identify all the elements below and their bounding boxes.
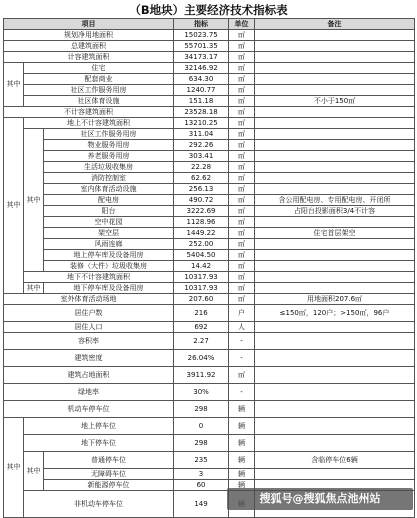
table-row: 机动车停车位 298 辆 bbox=[4, 401, 415, 418]
table-row: 消防控制室 62.62 ㎡ bbox=[4, 173, 415, 184]
table-row: 容积率 2.27 - bbox=[4, 333, 415, 350]
header-unit: 单位 bbox=[229, 19, 255, 30]
table-row: 阳台 3222.69 ㎡ 占阳台投影面积3/4不计容 bbox=[4, 206, 415, 217]
watermark: 搜狐号@搜狐焦点池州站 bbox=[227, 488, 413, 510]
table-row: 不计容建筑面积 23528.18 ㎡ bbox=[4, 107, 415, 118]
table-row: 装修（大件）垃圾收集房 14.42 ㎡ bbox=[4, 261, 415, 272]
table-row: 室外体育活动场地 207.60 ㎡ 用地面积207.6㎡ bbox=[4, 294, 415, 305]
table-row: 计容建筑面积 34173.17 ㎡ bbox=[4, 52, 415, 63]
table-row: 规划净用地面积 15023.75 ㎡ bbox=[4, 30, 415, 41]
table-row: 物业服务用房 292.26 ㎡ bbox=[4, 140, 415, 151]
group-label: 其中 bbox=[24, 129, 44, 272]
table-row: 建筑密度 26.04% - bbox=[4, 350, 415, 367]
table-row: 非机动车停车位 149 bbox=[4, 491, 415, 518]
table-title: （B地块）主要经济技术指标表 bbox=[129, 3, 288, 17]
table-row: 新能源停车位 60 辆 bbox=[4, 480, 415, 491]
table-row: 其中 社区工作服务用房 311.04 ㎡ bbox=[4, 129, 415, 140]
table-row: 其中 普通停车位 235 辆 含临停车位6辆 bbox=[4, 452, 415, 469]
table-row: 风雨连廊 252.00 ㎡ bbox=[4, 239, 415, 250]
indicator-table bbox=[3, 18, 415, 518]
group-label: 其中 bbox=[4, 418, 24, 518]
header-item: 项目 bbox=[4, 19, 174, 30]
table-row: 空中花园 1128.96 ㎡ bbox=[4, 217, 415, 228]
table-row: 地下不计容建筑面积 10317.93 ㎡ bbox=[4, 272, 415, 283]
header-index: 指标 bbox=[174, 19, 229, 30]
table-row: 其中 地上停车位 0 辆 bbox=[4, 418, 415, 435]
table-row: 社区工作服务用房 1240.77 ㎡ bbox=[4, 85, 415, 96]
table-row: 地上停车库及设备用房 5404.50 ㎡ bbox=[4, 250, 415, 261]
table-row: 架空层 1449.22 ㎡ 住宅首层架空 bbox=[4, 228, 415, 239]
table-row: 配电房 490.72 ㎡ 含公用配电房、专用配电房、开闭所 bbox=[4, 195, 415, 206]
table-row: 其中 住宅 32146.92 ㎡ bbox=[4, 63, 415, 74]
table-row: 建筑占地面积 3911.92 ㎡ bbox=[4, 367, 415, 384]
group-label: 其中 bbox=[24, 283, 44, 294]
table-row: 其中 地上不计容建筑面积 13210.25 ㎡ bbox=[4, 118, 415, 129]
table-row: 绿地率 30% - bbox=[4, 384, 415, 401]
table-header-row bbox=[4, 19, 415, 30]
table-row: 室内体育活动设施 256.13 ㎡ bbox=[4, 184, 415, 195]
table-row: 生活垃圾收集房 22.28 ㎡ bbox=[4, 162, 415, 173]
table-row: 总建筑面积 55701.35 ㎡ bbox=[4, 41, 415, 52]
table-row: 社区体育设施 151.18 ㎡ 不小于150㎡ bbox=[4, 96, 415, 107]
group-label: 其中 bbox=[4, 63, 24, 107]
table-row: 居住人口 692 人 bbox=[4, 322, 415, 333]
group-label: 其中 bbox=[4, 118, 24, 294]
table-row: 配套商业 634.30 ㎡ bbox=[4, 74, 415, 85]
table-row: 其中 地下停车库及设备用房 10317.93 ㎡ bbox=[4, 283, 415, 294]
group-label: 其中 bbox=[24, 452, 44, 491]
table-row: 居住户数 216 户 ≤150㎡，120户；>150㎡，96户 bbox=[4, 305, 415, 322]
table-row: 无障碍车位 3 辆 bbox=[4, 469, 415, 480]
header-remark: 备注 bbox=[255, 19, 415, 30]
table-row: 养老服务用房 303.41 ㎡ bbox=[4, 151, 415, 162]
table-row: 地下停车位 298 辆 bbox=[4, 435, 415, 452]
